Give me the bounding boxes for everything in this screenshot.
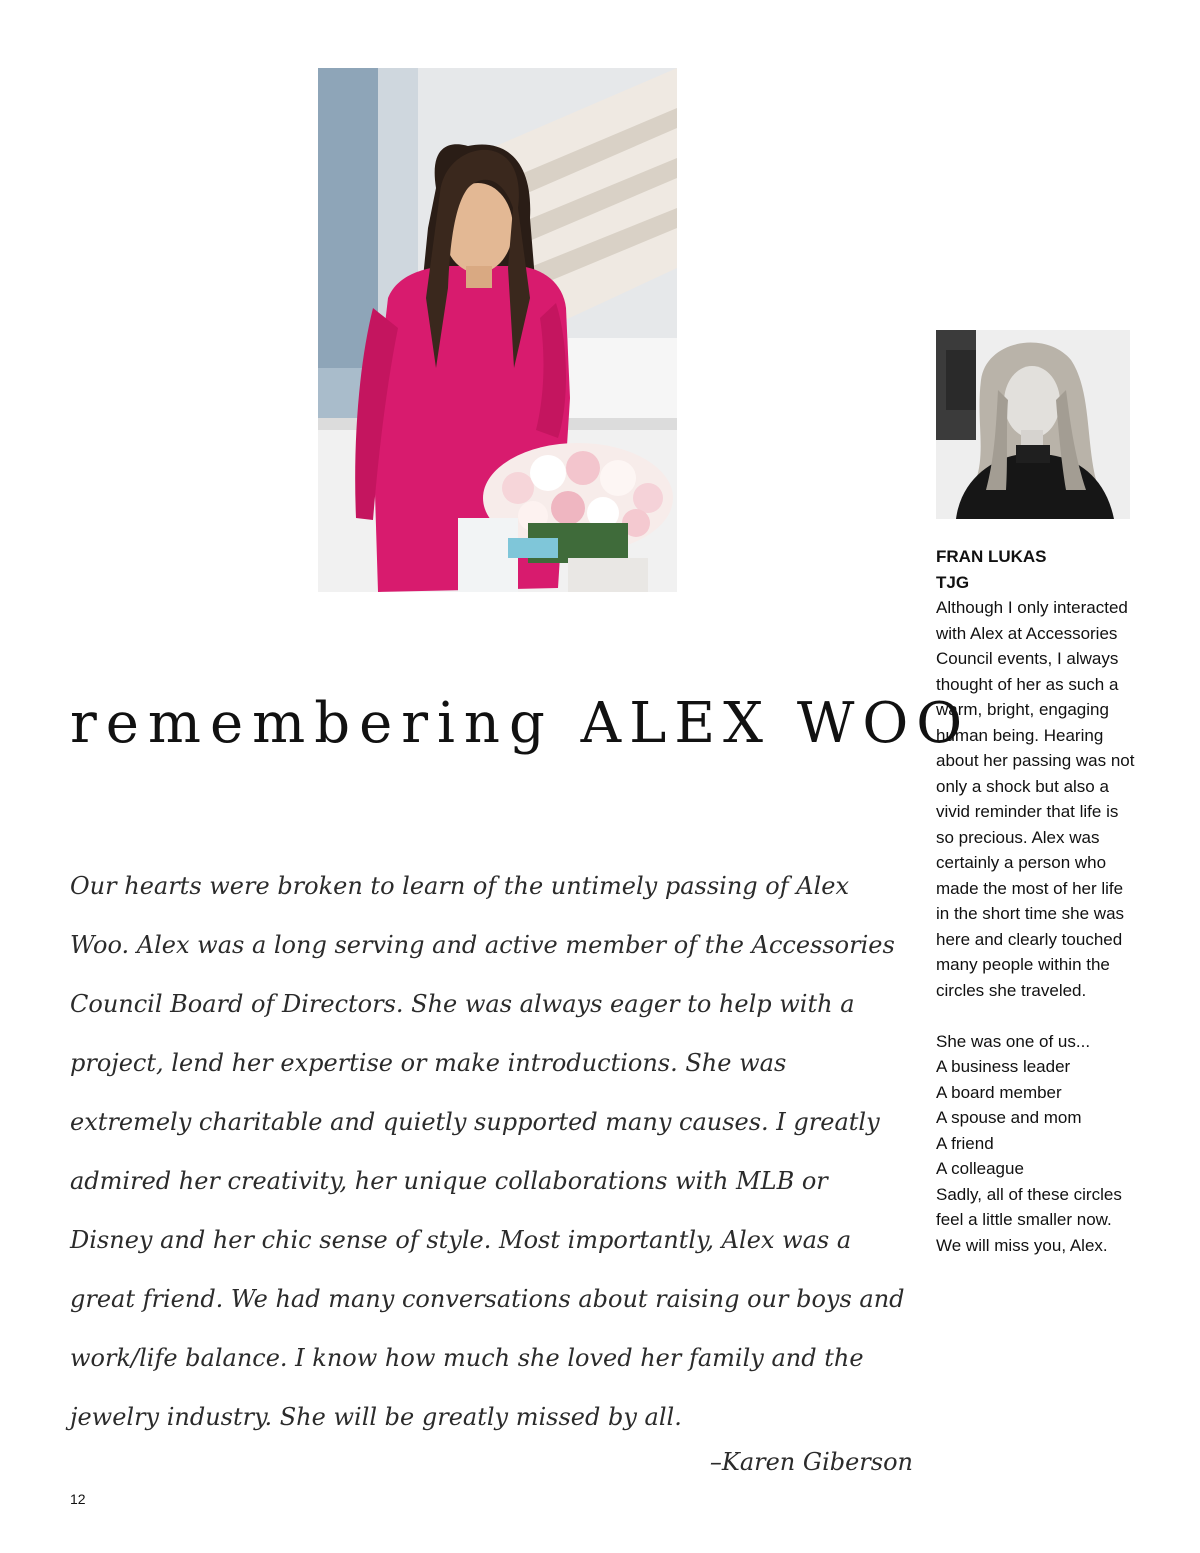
sidebar-author-org: TJG <box>936 572 970 592</box>
sidebar-author-name: FRAN LUKAS <box>936 547 1047 566</box>
sidebar-spacer <box>936 1003 1136 1029</box>
sidebar-closing: Sadly, all of these circles feel a little smaller now. We will miss you, Alex. <box>936 1184 1122 1255</box>
sidebar-list-item: A board member <box>936 1082 1062 1102</box>
page-title-prefix: remembering <box>70 691 554 756</box>
tribute-paragraph: Our hearts were broken to learn of the untimely passing of Alex Woo. Alex was a long serving and active member of the Accessories Council Board of Directors. She was always eager to help with a project, lend her expertise or make introductions. She was extremely charitable and quietly supported many causes. I greatly admired her creativity, her unique collaborations with MLB or Disney and her chic sense of style. Most importantly, Alex was a great friend. We had many conversations about raising our boys and work/life balance. I know how much she loved her family and the jewelry industry. She will be greatly missed by all. <box>70 872 905 1431</box>
page-title-name: ALEX WOO <box>580 691 971 756</box>
sidebar-list-item: A friend <box>936 1133 994 1153</box>
page-number: 12 <box>70 1491 86 1507</box>
sidebar-list-item: She was one of us... <box>936 1031 1091 1051</box>
sidebar-list-item: A colleague <box>936 1159 1024 1178</box>
page-title <box>70 690 971 757</box>
sidebar-list-item: A spouse and mom <box>936 1108 1082 1127</box>
fran-lukas-portrait-photo <box>936 330 1130 519</box>
main-portrait-photo <box>318 68 677 592</box>
sidebar-tribute <box>936 544 1136 1258</box>
alex-woo-portrait-image <box>318 68 677 592</box>
tribute-signature: –Karen Giberson <box>709 1448 913 1476</box>
sidebar-list-item: A business leader <box>936 1057 1071 1076</box>
fran-lukas-portrait-image <box>936 330 1130 519</box>
sidebar-paragraph: Although I only interacted with Alex at Accessories Council events, I always thought of her as such a warm, bright, engaging human being. Hearing about her passing was not only a shock but also a vivid reminder that life is so precious. Alex was certainly a person who made the most of her life in the short time she was here and clearly touched many people within the circles she traveled. <box>936 598 1135 1000</box>
